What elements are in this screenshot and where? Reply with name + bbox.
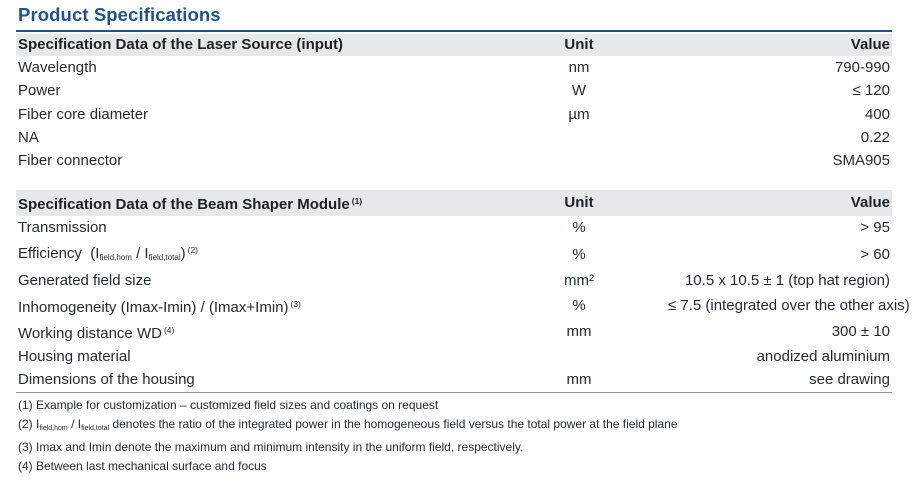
header-unit: Unit bbox=[492, 34, 666, 56]
row-value: 10.5 x 10.5 ± 1 (top hat region) bbox=[684, 272, 890, 290]
table-row bbox=[16, 103, 892, 126]
row-unit bbox=[492, 149, 666, 172]
row-unit: % bbox=[572, 297, 586, 315]
table-row bbox=[16, 269, 892, 292]
row-parameter: Power bbox=[18, 82, 61, 100]
header-unit: Unit bbox=[492, 190, 666, 216]
row-unit bbox=[492, 345, 666, 368]
row-unit: nm bbox=[568, 59, 590, 77]
header-parameter-label: Specification Data of the Beam Shaper Module bbox=[18, 196, 350, 213]
row-parameter: Wavelength bbox=[18, 59, 97, 77]
title-underline bbox=[16, 30, 892, 32]
table-row bbox=[16, 149, 892, 172]
row-parameter bbox=[16, 319, 492, 345]
row-parameter: Transmission bbox=[18, 219, 107, 237]
row-parameter: Generated field size bbox=[18, 272, 152, 290]
table-header-row bbox=[16, 190, 892, 216]
table-row bbox=[16, 56, 892, 79]
table-row bbox=[16, 79, 892, 102]
row-unit: mm bbox=[566, 371, 592, 389]
table-row bbox=[16, 126, 892, 149]
formula-close: ) bbox=[180, 245, 186, 263]
row-parameter: Fiber core diameter bbox=[18, 105, 149, 123]
footnote-ref: (1) bbox=[351, 196, 363, 206]
row-value: SMA905 bbox=[832, 152, 890, 170]
table-row bbox=[16, 216, 892, 239]
footnote-2-prefix: (2) I bbox=[18, 416, 40, 431]
row-parameter-label: Working distance WD bbox=[18, 324, 162, 342]
header-parameter bbox=[16, 190, 492, 216]
formula-mid: / I bbox=[131, 245, 149, 263]
row-value: 0.22 bbox=[860, 129, 890, 147]
table-row bbox=[16, 319, 892, 345]
footnote-3: (3) Imax and Imin denote the maximum and minimum intensity in the uniform field, respectively. bbox=[18, 440, 524, 455]
beam-shaper-spec-table bbox=[16, 190, 910, 391]
formula-sub: field,total bbox=[148, 253, 181, 263]
row-unit: µm bbox=[568, 105, 590, 123]
row-value: ≤ 7.5 (integrated over the other axis) bbox=[668, 297, 910, 315]
header-parameter: Specification Data of the Laser Source (input) bbox=[16, 34, 492, 56]
header-value: Value bbox=[666, 190, 892, 216]
row-parameter: Fiber connector bbox=[18, 152, 123, 170]
header-value: Value bbox=[666, 34, 892, 56]
table-header-row bbox=[16, 34, 892, 56]
footnote-ref: (3) bbox=[290, 298, 301, 309]
row-parameter: NA bbox=[18, 129, 39, 147]
row-unit bbox=[492, 126, 666, 149]
row-unit: % bbox=[572, 245, 586, 263]
footnotes-divider bbox=[16, 392, 892, 393]
row-unit: mm² bbox=[564, 272, 594, 290]
row-value: anodized aluminium bbox=[756, 347, 890, 365]
row-value: ≤ 120 bbox=[852, 82, 890, 100]
footnote-2-mid: / I bbox=[67, 416, 82, 431]
footnote-2 bbox=[18, 415, 678, 439]
row-value: 300 ± 10 bbox=[831, 323, 890, 341]
formula-open: (I bbox=[90, 245, 100, 263]
footnote-4: (4) Between last mechanical surface and focus bbox=[18, 458, 267, 473]
footnote-2-sub: field,hom bbox=[39, 424, 68, 432]
table-row bbox=[16, 239, 892, 269]
footnote-ref: (2) bbox=[187, 245, 198, 256]
table-row bbox=[16, 293, 892, 319]
row-unit: mm bbox=[566, 323, 592, 341]
footnote-2-sub: field,total bbox=[81, 424, 110, 432]
row-parameter bbox=[16, 239, 492, 269]
row-value: > 60 bbox=[860, 245, 890, 263]
row-unit: W bbox=[571, 82, 587, 100]
row-value: 790-990 bbox=[834, 59, 890, 77]
row-value: > 95 bbox=[860, 219, 890, 237]
row-parameter: Dimensions of the housing bbox=[18, 371, 195, 389]
row-unit: % bbox=[572, 219, 586, 237]
footnotes bbox=[18, 396, 678, 475]
row-parameter-label: Efficiency bbox=[18, 245, 82, 263]
table-row bbox=[16, 345, 892, 368]
footnote-2-text: denotes the ratio of the integrated power in the homogeneous field versus the total power at the field plane bbox=[109, 416, 678, 431]
formula-sub: field,hom bbox=[99, 253, 132, 263]
row-value: see drawing bbox=[809, 371, 890, 389]
footnote-1: (1) Example for customization – customized field sizes and coatings on request bbox=[18, 398, 439, 412]
row-parameter bbox=[16, 293, 492, 319]
row-parameter: Housing material bbox=[18, 347, 131, 365]
laser-source-spec-table bbox=[16, 34, 892, 172]
row-value: 400 bbox=[864, 105, 890, 123]
footnote-ref: (4) bbox=[163, 324, 175, 335]
table-row bbox=[16, 368, 892, 391]
page-title: Product Specifications bbox=[18, 4, 221, 25]
row-parameter-label: Inhomogeneity (Imax-Imin) / (Imax+Imin) bbox=[18, 298, 289, 316]
